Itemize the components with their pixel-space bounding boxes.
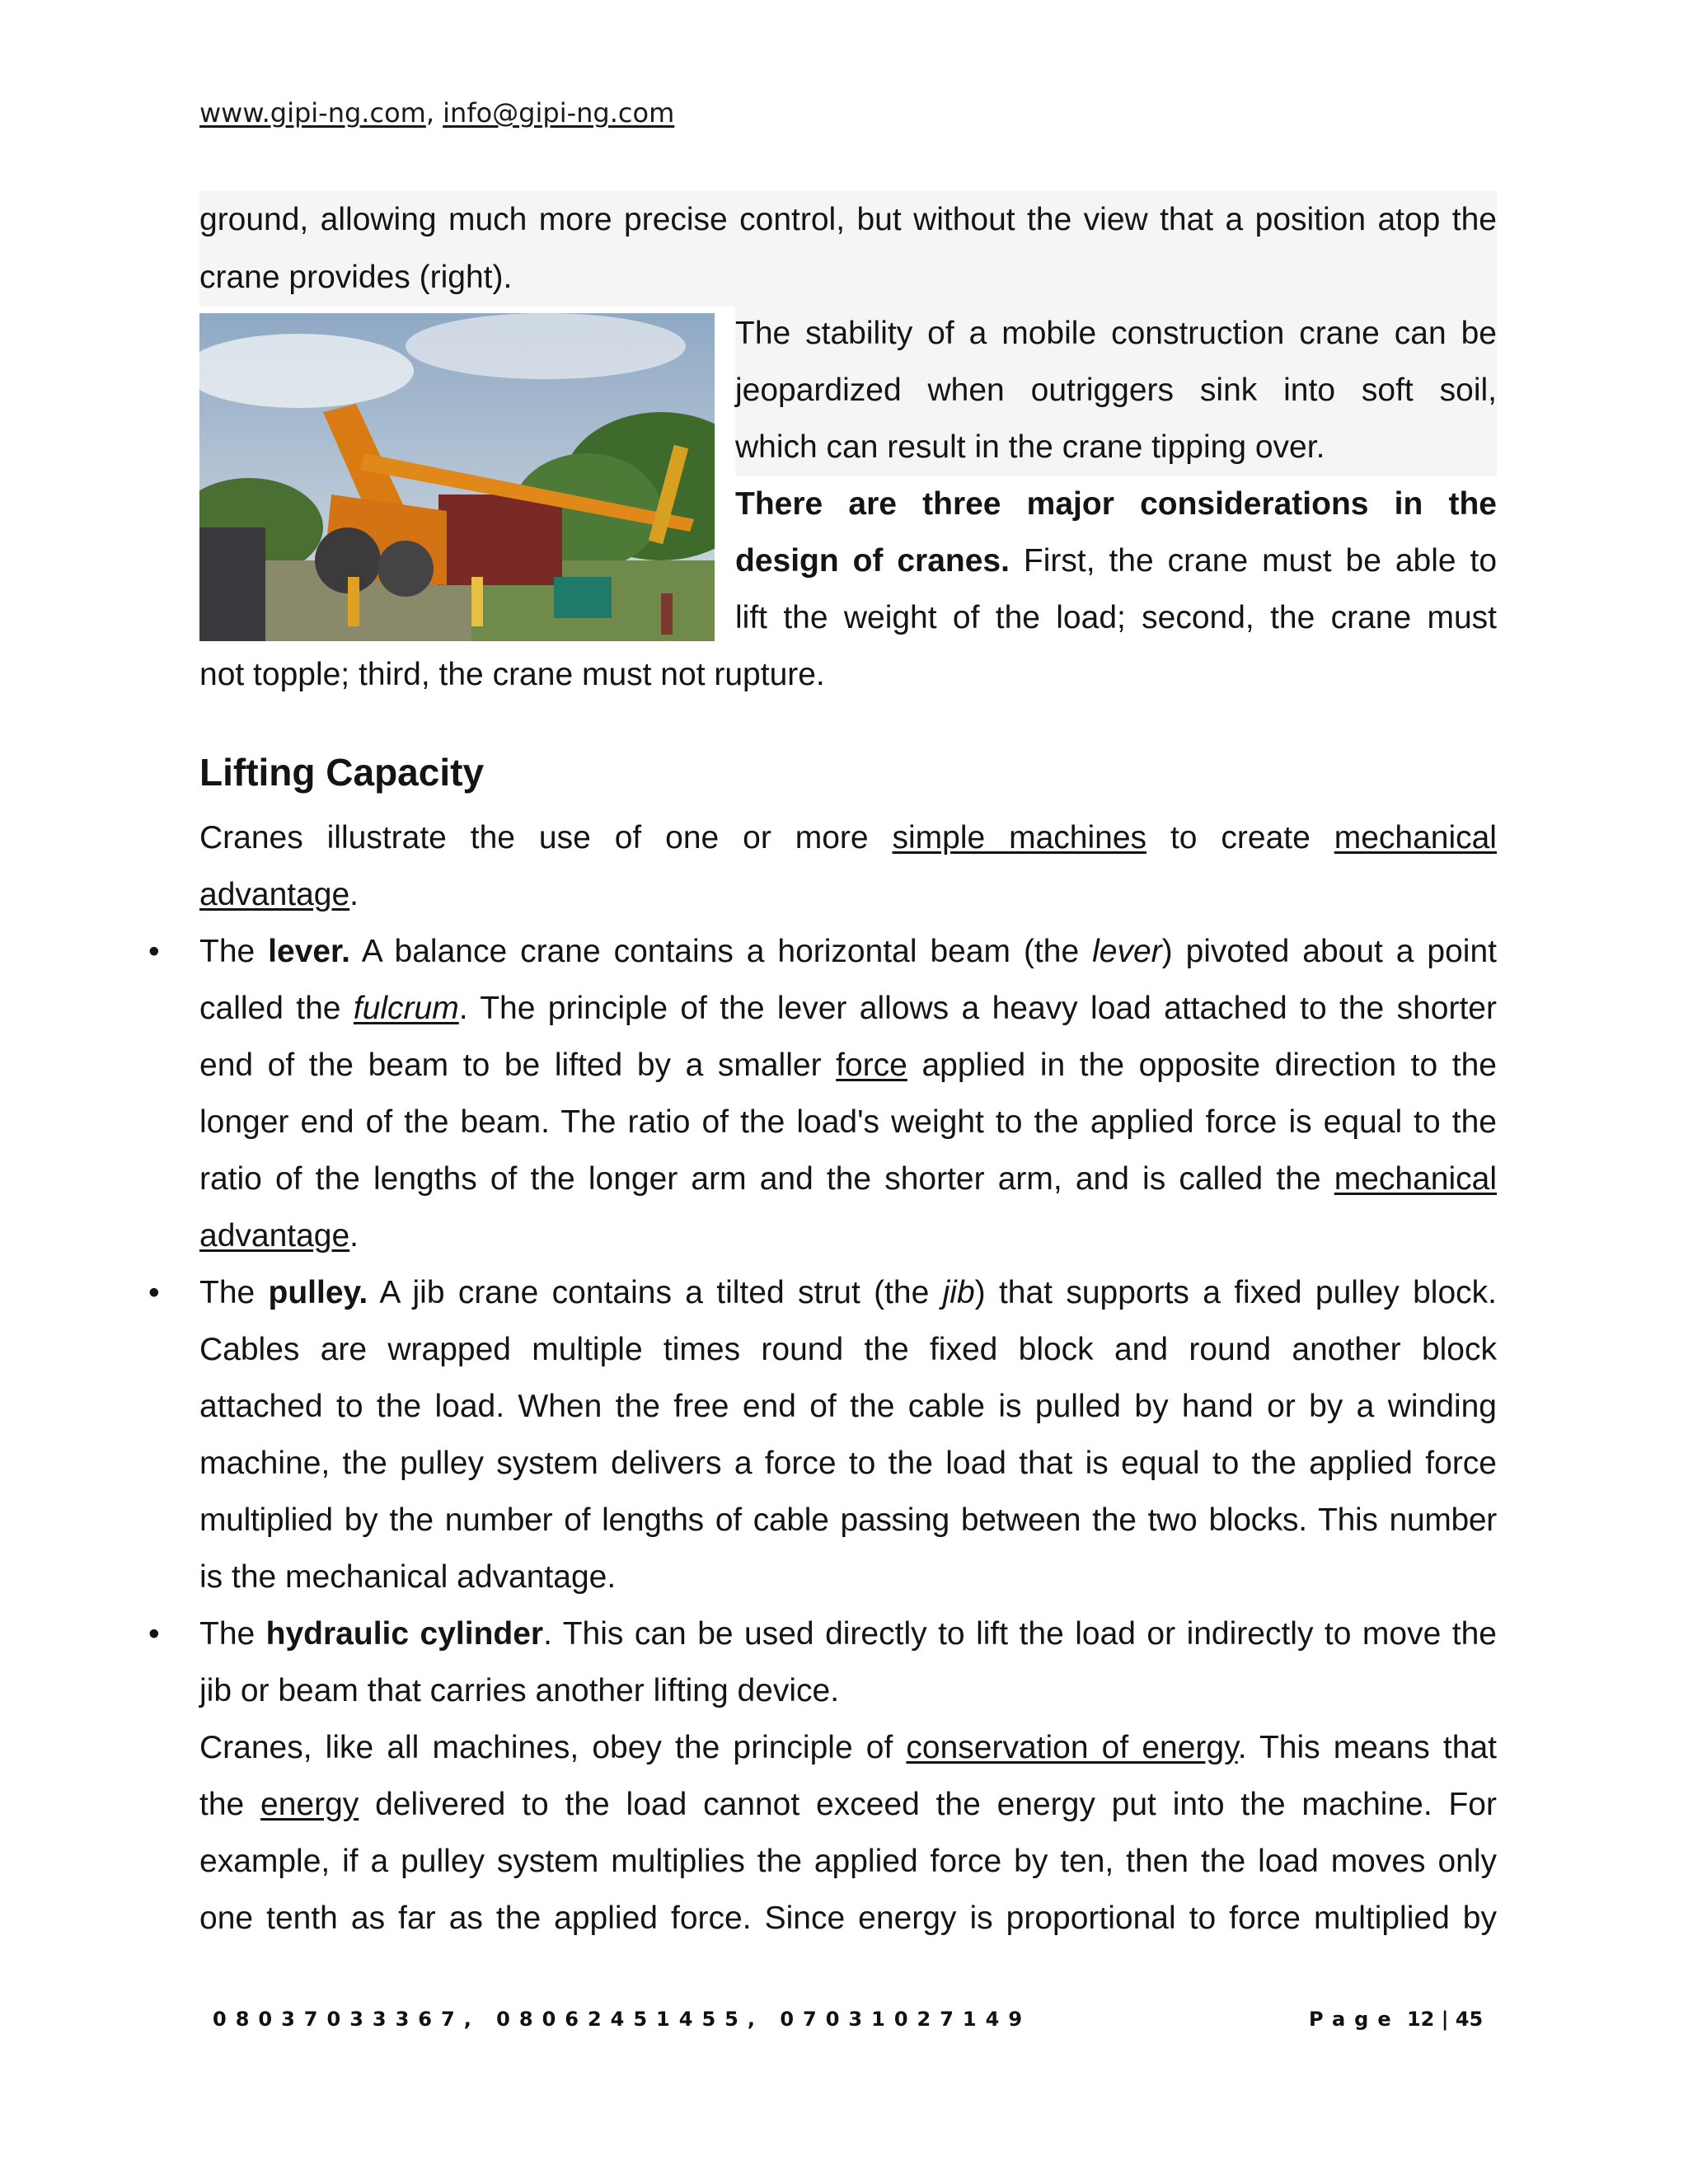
lever-line-2: called the fulcrum. The principle of the lever allows a heavy load attached to the shorter xyxy=(199,991,1497,1026)
stability-line-2: jeopardized when outriggers sink into soft soil, xyxy=(735,362,1497,419)
fulcrum-link[interactable]: fulcrum xyxy=(353,991,459,1026)
lifting-para-line-1: Cranes illustrate the use of one or more simple machines to create mechanical xyxy=(199,820,1497,855)
force-link[interactable]: force xyxy=(836,1047,907,1083)
considerations-line-2: design of cranes. First, the crane must be able to xyxy=(735,543,1498,579)
page-header xyxy=(199,97,674,129)
email-link[interactable]: info@gipi-ng.com xyxy=(443,97,675,129)
pulley-line-4: machine, the pulley system delivers a force to the load that is equal to the applied force xyxy=(199,1446,1497,1481)
page-number: Page 12 | 45 xyxy=(1309,2008,1484,2031)
pulley-line-2: Cables are wrapped multiple times round the fixed block and round another block xyxy=(199,1332,1497,1367)
lifting-para-line-2: advantage. xyxy=(199,877,359,912)
lever-line-3: end of the beam to be lifted by a smaller force applied in the opposite direction to the xyxy=(199,1047,1497,1083)
pulley-line-1: The pulley. A jib crane contains a tilted strut (the jib) that supports a fixed pulley block. xyxy=(199,1275,1497,1310)
hydraulic-line-1: The hydraulic cylinder. This can be used directly to lift the load or indirectly to move the xyxy=(199,1616,1497,1652)
considerations-bold-phrase: design of cranes. xyxy=(735,543,1010,579)
mechanical-advantage-link[interactable]: mechanical xyxy=(1334,820,1497,855)
intro-line-2: crane provides (right). xyxy=(199,249,1497,307)
bullet-lever: • xyxy=(148,934,160,969)
lever-line-6: advantage. xyxy=(199,1218,359,1254)
website-link[interactable]: www.gipi-ng.com xyxy=(199,97,426,129)
stability-line-3: which can result in the crane tipping over. xyxy=(735,419,1497,476)
considerations-line-3: lift the weight of the load; second, the crane must xyxy=(735,600,1497,635)
mechanical-advantage-link-2[interactable]: mechanical xyxy=(1334,1161,1497,1197)
header-separator: , xyxy=(425,97,443,129)
lever-line-5: ratio of the lengths of the longer arm and the shorter arm, and is called the mechanical xyxy=(199,1161,1497,1197)
mechanical-advantage-link-cont[interactable]: advantage xyxy=(199,877,350,912)
pulley-line-6: is the mechanical advantage. xyxy=(199,1559,617,1595)
lever-line-1: The lever. A balance crane contains a horizontal beam (the lever) pivoted about a point xyxy=(199,934,1497,969)
simple-machines-link[interactable]: simple machines xyxy=(892,820,1147,855)
hydraulic-line-2: jib or beam that carries another lifting device. xyxy=(199,1673,840,1708)
considerations-line-4: not topple; third, the crane must not rupture. xyxy=(199,657,825,692)
energy-line-3: example, if a pulley system multiplies the applied force by ten, then the load moves only xyxy=(199,1844,1497,1879)
mechanical-advantage-link-2-cont[interactable]: advantage xyxy=(199,1218,350,1254)
considerations-bold-line: There are three major considerations in the xyxy=(735,486,1497,522)
bullet-hydraulic: • xyxy=(148,1616,160,1652)
energy-line-1: Cranes, like all machines, obey the principle of conservation of energy. This means that xyxy=(199,1730,1497,1765)
pulley-line-3: attached to the load. When the free end of the cable is pulled by hand or by a winding xyxy=(199,1389,1497,1424)
energy-line-4: one tenth as far as the applied force. Since energy is proportional to force multiplied by xyxy=(199,1900,1497,1936)
section-heading: Lifting Capacity xyxy=(199,751,485,794)
intro-line-1: ground, allowing much more precise control, but without the view that a position atop the xyxy=(199,191,1497,249)
toppled-crane-photo xyxy=(199,313,715,641)
stability-line-1: The stability of a mobile construction crane can be xyxy=(735,305,1497,363)
bullet-pulley: • xyxy=(148,1275,160,1310)
lever-line-4: longer end of the beam. The ratio of the load's weight to the applied force is equal to the xyxy=(199,1104,1497,1140)
footer-phone-numbers: 08037033367, 08062451455, 07031027149 xyxy=(213,2008,1032,2031)
pulley-line-5: multiplied by the number of lengths of cable passing between the two blocks. This number xyxy=(199,1502,1497,1538)
energy-link[interactable]: energy xyxy=(260,1787,359,1822)
conservation-of-energy-link[interactable]: conservation of energy xyxy=(906,1730,1238,1765)
energy-line-2: the energy delivered to the load cannot exceed the energy put into the machine. For xyxy=(199,1787,1497,1822)
